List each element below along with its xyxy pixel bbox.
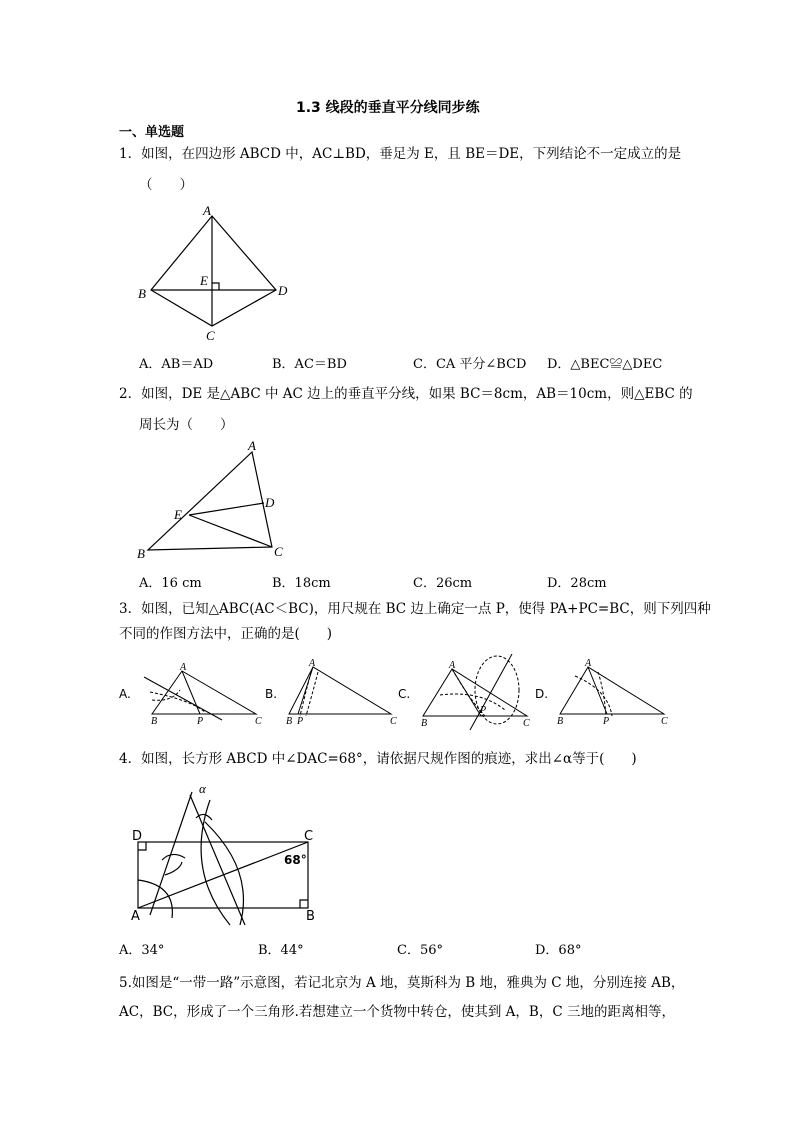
question-1-paren: （ ）	[139, 177, 193, 193]
svg-text:P: P	[480, 705, 487, 716]
right-angle-b	[300, 900, 308, 908]
svg-text:B: B	[151, 716, 158, 727]
question-2-line-1: 2．如图，DE 是△ABC 中 AC 边上的垂直平分线，如果 BC＝8cm，AB＝10cm，则△EBC 的	[119, 386, 693, 402]
question-1-text: 1．如图，在四边形 ABCD 中，AC⊥BD，垂足为 E，且 BE＝DE，下列结论不一定成立的是	[119, 146, 682, 162]
label-d: D	[278, 283, 288, 298]
q3-option-c[interactable]: C.	[398, 687, 411, 701]
svg-text:B: B	[286, 716, 293, 727]
svg-text:B: B	[421, 718, 428, 729]
q1-option-b[interactable]: B．AC＝BD	[272, 357, 347, 372]
q1-option-d[interactable]: D．△BEC≌△DEC	[547, 357, 663, 372]
label-d: D	[265, 495, 275, 510]
question-5-line-1: 5.如图是“一带一路”示意图，若记北京为 A 地，莫斯科为 B 地，雅典为 C 地，分别连接 AB，	[119, 975, 685, 991]
q4-option-d[interactable]: D．68°	[535, 943, 582, 958]
svg-text:A: A	[449, 660, 456, 671]
svg-text:A: A	[180, 662, 187, 673]
construction-arc-2	[205, 822, 243, 925]
q3-option-d[interactable]: D.	[535, 687, 549, 701]
svg-text:P: P	[603, 716, 610, 727]
label-b: B	[138, 286, 146, 301]
small-arc-1	[162, 854, 185, 860]
bisector-line	[150, 792, 192, 915]
q2-option-a[interactable]: A．16 cm	[139, 576, 202, 591]
q2-option-d[interactable]: D．28cm	[547, 576, 607, 591]
q4-option-b[interactable]: B．44°	[258, 943, 304, 958]
perpendicular-line	[190, 795, 245, 925]
question-4-text: 4．如图，长方形 ABCD 中∠DAC=68°，请依据尺规作图的痕迹，求出∠α等于( )	[119, 751, 637, 767]
q2-option-b[interactable]: B．18cm	[272, 576, 331, 591]
q4-option-a[interactable]: A．34°	[119, 943, 165, 958]
question-2-line-2: 周长为（ ）	[139, 417, 234, 433]
section-heading: 一、单选题	[119, 125, 185, 140]
label-c: C	[304, 829, 314, 844]
svg-text:C: C	[523, 718, 530, 729]
question-3-line-2: 不同的作图方法中，正确的是( )	[119, 626, 333, 642]
label-a: A	[131, 909, 140, 924]
label-a: A	[203, 203, 211, 218]
question-3-line-1: 3．如图，已知△ABC(AC＜BC)，用尺规在 BC 边上确定一点 P，使得 PA+PC=BC，则下列四种	[119, 601, 711, 617]
label-d: D	[132, 829, 143, 844]
label-a: A	[248, 438, 256, 453]
svg-text:P: P	[197, 716, 204, 727]
label-e: E	[174, 507, 182, 522]
label-b: B	[137, 546, 145, 561]
construction-arc-1	[201, 800, 230, 925]
svg-text:C: C	[390, 716, 397, 727]
page-title: 1.3 线段的垂直平分线同步练	[296, 100, 480, 116]
label-angle-68: 68°	[284, 853, 307, 867]
label-b: B	[306, 909, 315, 924]
label-e: E	[200, 273, 208, 288]
label-c: C	[206, 328, 215, 343]
svg-text:C: C	[255, 716, 262, 727]
q1-option-c[interactable]: C．CA 平分∠BCD	[413, 357, 527, 372]
svg-text:A: A	[309, 658, 316, 669]
svg-text:A: A	[585, 658, 592, 669]
q3-option-a[interactable]: A.	[119, 687, 131, 701]
label-c: C	[274, 544, 283, 559]
q1-option-a[interactable]: A．AB＝AD	[139, 357, 214, 372]
svg-text:P: P	[297, 716, 304, 727]
q3-option-b[interactable]: B.	[265, 687, 278, 701]
label-alpha: α	[199, 781, 206, 796]
svg-text:C: C	[661, 716, 668, 727]
svg-text:B: B	[557, 716, 564, 727]
q4-option-c[interactable]: C．56°	[397, 943, 443, 958]
question-5-line-2: AC，BC，形成了一个三角形.若想建立一个货物中转仓，使其到 A，B，C 三地的距离相等，	[119, 1004, 675, 1020]
q2-option-c[interactable]: C．26cm	[413, 576, 473, 591]
